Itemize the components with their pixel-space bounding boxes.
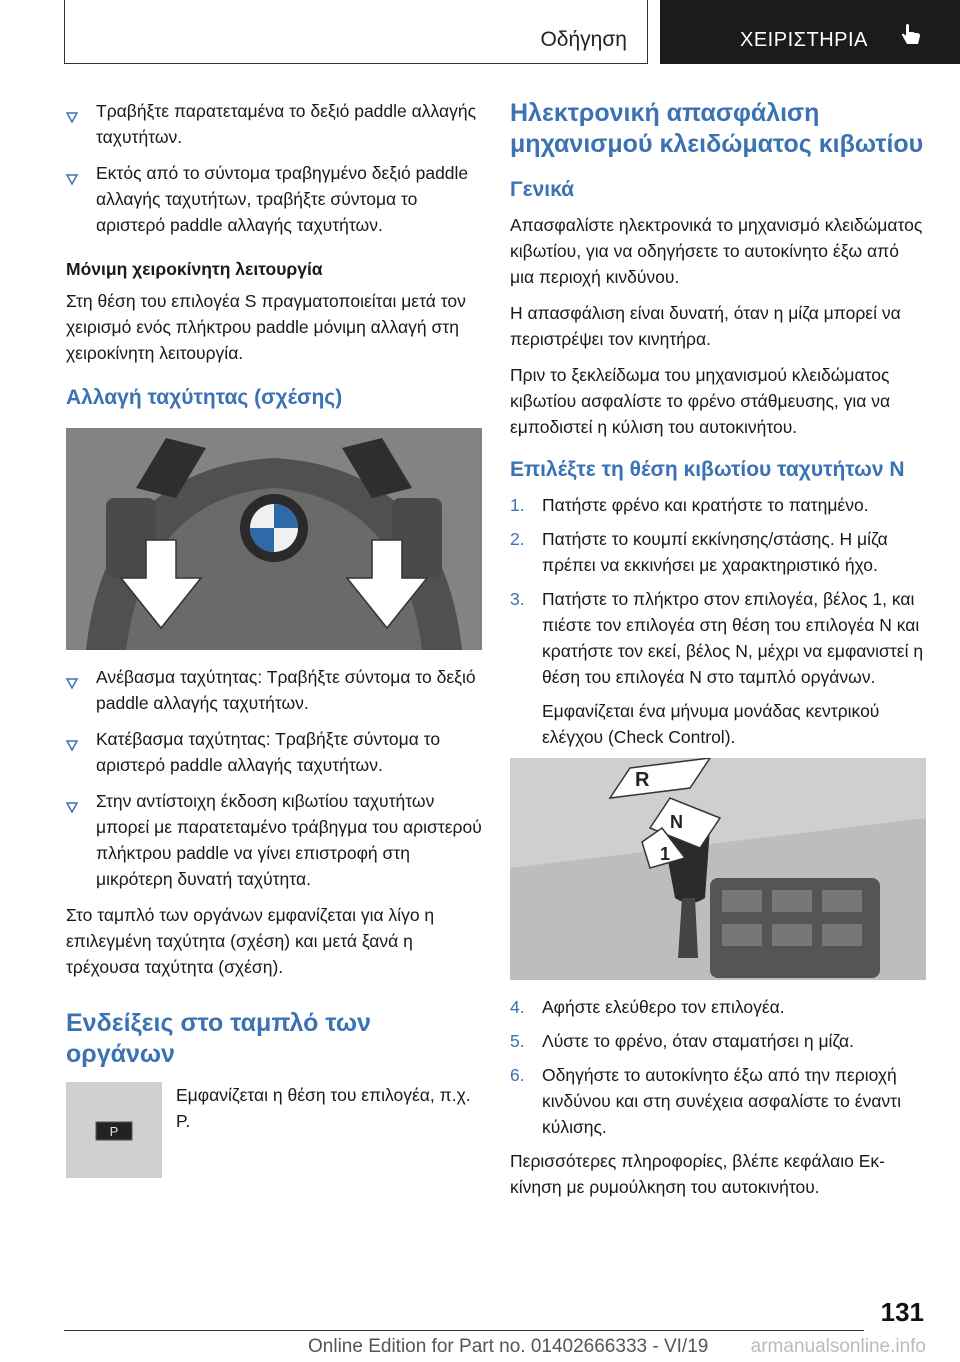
watermark: armanualsonline.info [750,1336,926,1357]
general-heading: Γενικά [510,178,575,201]
section-title: Οδήγηση [540,28,627,51]
gear-selector-photo [510,758,926,980]
list-item [510,994,926,1020]
triangle-bullet-icon [66,733,78,759]
indicator-text: Εμφανίζεται η θέση του επιλογέα, π.χ. P. [176,1085,471,1131]
chapter-tab [660,0,960,64]
step-text: Πατήστε φρένο και κρατήστε το πατημένο. [542,495,869,515]
list-item [66,98,482,150]
display-text: Στο ταμπλό των οργάνων εμφανίζεται για λίγο η επιλεγμένη ταχύτητα (σχέση) και μετά ξανά η τρέχουσα ταχύτητα (σχέση). [66,905,435,977]
general-paragraph: Απασφαλίστε ηλεκτρονικά το μηχανισμό κλειδώματος κιβωτίου, για να οδηγήσετε το αυτοκίνητο έξω από μια περιοχή κινδύνου. [510,215,923,287]
paddle-bullets-top [66,98,482,238]
indicator-symbol: P [109,1124,119,1139]
list-item [510,1062,926,1140]
triangle-bullet-icon [66,167,78,193]
right-column [510,98,926,1210]
bullet-text: Ανέβασμα ταχύτητας: Τραβήξτε σύντομα το δεξιό paddle αλλαγής ταχυτήτων. [96,667,476,713]
step-note: Εμφανίζεται ένα μήνυμα μονάδας κεντρικού ελέγχου (Check Control). [542,701,880,747]
photo-label-n: N [670,812,683,832]
step-text: Πατήστε το κουμπί εκκίνησης/στάσης. Η μίζα πρέπει να εκκινήσει με χαρακτηριστικό ήχο. [542,529,888,575]
bullet-text: Κατέβασμα ταχύτητας: Τραβήξτε σύντομα το αριστερό paddle αλλαγής ταχυτήτων. [96,729,441,775]
indicator-row [66,1082,482,1182]
edition-text: Online Edition for Part no. 01402666333 - VI/19 [308,1336,709,1357]
triangle-bullet-icon [66,671,78,697]
bullet-text: Τραβήξτε παρατεταμένα το δεξιό paddle αλλαγής ταχυτήτων. [96,101,477,147]
list-item [66,726,482,778]
bullet-text: Στην αντίστοιχη έκδοση κιβωτίου ταχυτήτων μπορεί με παρατεταμένο τράβηγμα του αριστερού πλήκτρου paddle να γίνει επιστροφή στη μικρότερη δυνατή ταχύτητα. [96,791,482,889]
photo-label-r: R [635,769,650,791]
manual-mode-text: Στη θέση του επιλογέα S πραγματοποιείται μετά τον χειρισμό ενός πλήκτρου paddle μόνιμη αλλαγή στη χειροκίνητη λειτουργία. [66,291,466,363]
list-item [510,492,926,518]
step-text: Πατήστε το πλήκτρο στον επιλογέα, βέλος 1, και πιέστε τον επιλογέα στη θέση του επιλογέα N και κρατήστε τον εκεί, βέλος N, μέχρι να εμφανιστεί η θέση του επιλογέα N στο ταμπλό οργάνων. [542,589,924,687]
hand-pointer-icon [898,22,924,53]
step-number: 6. [510,1065,525,1085]
list-item [510,1028,926,1054]
closing-text: Περισσότερες πληροφορίες, βλέπε κεφάλαιο Εκκίνηση με ρυμούλκηση του αυτοκινήτου. [510,1151,885,1197]
page-number: 131 [880,1297,924,1327]
list-item [510,526,926,578]
select-n-heading: Επιλέξτε τη θέση κιβωτίου ταχυτήτων N [510,458,905,481]
manual-mode-heading: Μόνιμη χειροκίνητη λειτουργία [66,259,323,279]
list-item [66,664,482,716]
bullet-text: Εκτός από το σύντομα τραβηγμένο δεξιό paddle αλλαγής ταχυτήτων, τραβήξτε σύντομα το αριστερό paddle αλλαγής ταχυτήτων. [96,163,469,235]
step-text: Λύστε το φρένο, όταν σταματήσει η μίζα. [542,1031,854,1051]
step-text: Οδηγήστε το αυτοκίνητο έξω από την περιοχή κινδύνου και στη συνέχεια ασφαλίστε το έναντι κύλισης. [542,1065,901,1137]
general-paragraph: Πριν το ξεκλείδωμα του μηχανισμού κλειδώματος κιβωτίου ασφαλίστε το φρένο στάθμευσης, για να εμποδιστεί η κύλιση του αυτοκινήτου. [510,365,891,437]
general-paragraph: Η απασφάλιση είναι δυνατή, όταν η μίζα μπορεί να περιστρέψει τον κινητήρα. [510,303,901,349]
step-number: 3. [510,589,525,609]
step-number: 2. [510,529,525,549]
triangle-bullet-icon [66,795,78,821]
gear-change-bullets [66,664,482,892]
step-number: 4. [510,997,525,1017]
left-column [66,98,482,1182]
steps-list-b [510,994,926,1140]
indicator-display [66,1082,162,1178]
gear-change-heading: Αλλαγή ταχύτητας (σχέσης) [66,386,343,409]
list-item [66,788,482,892]
steps-list-a [510,492,926,750]
step-number: 5. [510,1031,525,1051]
chapter-title: ΧΕΙΡΙΣΤΗΡΙΑ [740,29,868,51]
header-section-box [64,0,648,64]
step-number: 1. [510,495,525,515]
list-item [510,586,926,750]
indicators-heading: Ενδείξεις στο ταμπλό των οργάνων [66,1009,371,1068]
list-item [66,160,482,238]
step-text: Αφήστε ελεύθερο τον επιλογέα. [542,997,785,1017]
main-heading: Ηλεκτρονική απασφάλιση μηχανισμού κλειδώματος κιβωτίου [510,99,924,158]
footer-divider [64,1330,864,1331]
photo-label-1: 1 [660,844,671,864]
triangle-bullet-icon [66,105,78,131]
steering-wheel-photo [66,428,482,650]
